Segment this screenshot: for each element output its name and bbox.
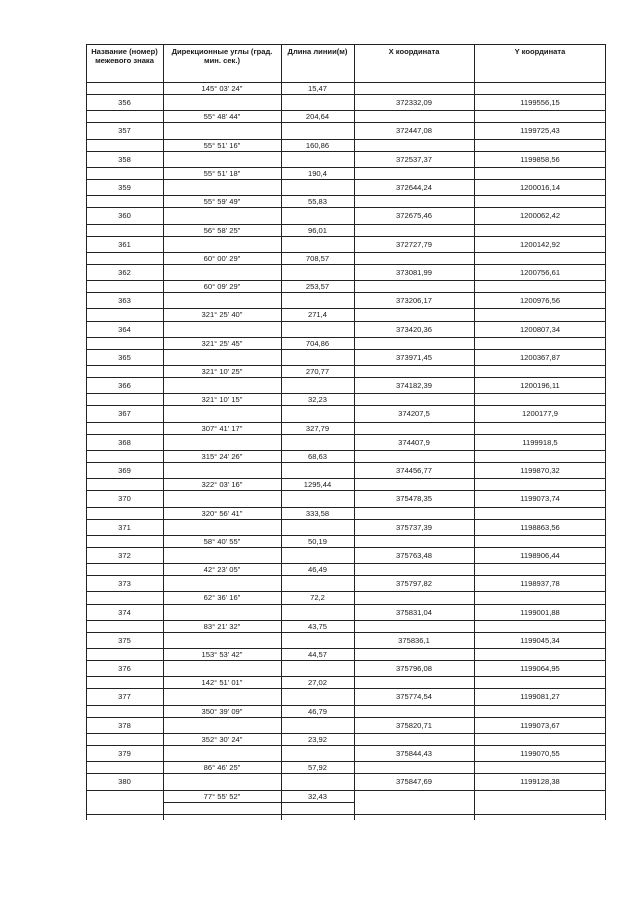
- x-coordinate: 373420,36: [396, 324, 432, 334]
- line-length: 23,92: [307, 734, 327, 744]
- line-length: 27,02: [307, 678, 327, 688]
- y-coordinate: 1198906,44: [520, 550, 560, 560]
- row-divider: [163, 434, 354, 435]
- row-divider: [86, 349, 163, 350]
- row-divider: [354, 660, 606, 661]
- x-coordinate: 375796,08: [396, 664, 432, 674]
- y-coordinate: 1198937,78: [520, 579, 560, 589]
- marker-number: 369: [118, 466, 131, 476]
- row-divider: [86, 450, 606, 451]
- row-divider: [86, 660, 163, 661]
- marker-number: 371: [118, 522, 131, 532]
- y-coordinate: 1200142,92: [519, 239, 561, 249]
- direction-angle: 352° 30' 24": [201, 734, 243, 744]
- marker-number: 361: [118, 239, 131, 249]
- line-length: 32,23: [307, 395, 327, 405]
- row-divider: [86, 790, 606, 791]
- line-length: 32,43: [307, 791, 327, 801]
- y-coordinate: 1199870,32: [520, 466, 560, 476]
- line-length: 44,57: [307, 650, 327, 659]
- row-divider: [86, 462, 163, 463]
- table-border-top: [86, 44, 606, 45]
- direction-angle: 153° 53' 42": [201, 650, 243, 659]
- row-divider: [86, 321, 163, 322]
- row-divider: [86, 393, 606, 394]
- header-angles: Дирекционные углы (град. мин. сек.): [171, 47, 273, 65]
- marker-number: 377: [118, 692, 131, 702]
- row-divider: [86, 507, 606, 508]
- line-length: 253,57: [305, 282, 330, 292]
- marker-number: 362: [118, 267, 131, 277]
- row-divider: [354, 490, 606, 491]
- row-divider: [86, 434, 163, 435]
- line-length: 68,63: [307, 451, 327, 461]
- marker-number: 379: [118, 749, 131, 759]
- row-divider: [163, 490, 354, 491]
- y-coordinate: 1200367,87: [519, 352, 561, 362]
- row-divider: [163, 292, 354, 293]
- direction-angle: 58° 40' 55": [203, 536, 241, 546]
- y-coordinate: 1199001,88: [520, 607, 560, 617]
- row-divider: [86, 676, 606, 677]
- row-divider: [354, 434, 606, 435]
- row-divider: [354, 349, 606, 350]
- line-length: 271,4: [307, 310, 327, 320]
- direction-angle: 55° 59' 49": [203, 197, 241, 207]
- row-divider: [86, 733, 606, 734]
- row-divider: [86, 717, 163, 718]
- y-coordinate: 1200016,14: [519, 183, 561, 193]
- row-divider: [86, 195, 606, 196]
- row-divider: [354, 773, 606, 774]
- row-divider: [354, 632, 606, 633]
- row-divider: [163, 179, 354, 180]
- line-length: 327,79: [305, 423, 330, 433]
- direction-angle: 321° 25' 40": [201, 310, 243, 320]
- row-divider: [354, 321, 606, 322]
- row-divider: [354, 236, 606, 237]
- x-coordinate: 372727,79: [396, 239, 432, 249]
- x-coordinate: 373971,45: [396, 352, 432, 362]
- row-divider: [354, 604, 606, 605]
- y-coordinate: 1199081,27: [520, 692, 560, 702]
- direction-angle: 42° 23' 05": [203, 565, 241, 575]
- y-coordinate: 1199556,15: [520, 98, 560, 108]
- row-divider: [86, 478, 606, 479]
- y-coordinate: 1199070,55: [520, 749, 560, 759]
- x-coordinate: 372537,37: [396, 154, 432, 164]
- marker-number: 359: [118, 183, 131, 193]
- header-length: Длина линии(м): [287, 47, 348, 56]
- marker-number: 368: [118, 437, 131, 447]
- marker-number: 364: [118, 324, 131, 334]
- row-divider: [163, 575, 354, 576]
- row-divider: [86, 575, 163, 576]
- row-divider: [86, 151, 163, 152]
- direction-angle: 55° 51' 18": [203, 168, 241, 178]
- x-coordinate: 374207,5: [398, 409, 430, 419]
- row-divider: [86, 110, 606, 111]
- row-divider: [354, 575, 606, 576]
- direction-angle: 145° 03' 24": [201, 84, 243, 93]
- row-divider: [163, 321, 354, 322]
- x-coordinate: 374456,77: [396, 466, 432, 476]
- direction-angle: 56° 58' 25": [203, 225, 241, 235]
- row-divider: [86, 705, 606, 706]
- row-divider: [86, 122, 163, 123]
- row-divider: [163, 773, 354, 774]
- direction-angle: 62° 36' 16": [203, 593, 241, 603]
- row-divider: [354, 462, 606, 463]
- row-divider: [163, 236, 354, 237]
- marker-number: 370: [118, 494, 131, 504]
- row-divider: [86, 252, 606, 253]
- direction-angle: 321° 10' 15": [201, 395, 243, 405]
- line-length: 46,79: [307, 706, 327, 716]
- row-divider: [354, 688, 606, 689]
- x-coordinate: 375763,48: [396, 550, 432, 560]
- row-divider: [86, 604, 163, 605]
- row-divider: [354, 717, 606, 718]
- row-divider: [354, 151, 606, 152]
- direction-angle: 320° 56' 41": [201, 508, 243, 518]
- direction-angle: 307° 41' 17": [201, 423, 243, 433]
- x-coordinate: 372644,24: [396, 183, 432, 193]
- coordinates-table: [86, 44, 606, 820]
- line-length: 160,86: [305, 140, 330, 150]
- row-divider: [163, 405, 354, 406]
- row-divider: [354, 377, 606, 378]
- direction-angle: 55° 51' 16": [203, 140, 241, 150]
- y-coordinate: 1199064,95: [520, 664, 560, 674]
- row-divider: [86, 648, 606, 649]
- x-coordinate: 375478,35: [396, 494, 432, 504]
- row-divider: [86, 632, 163, 633]
- x-coordinate: 375844,43: [396, 749, 432, 759]
- row-divider: [163, 94, 354, 95]
- row-divider: [86, 535, 606, 536]
- row-divider: [86, 405, 163, 406]
- row-divider: [86, 547, 163, 548]
- x-coordinate: 375831,04: [396, 607, 432, 617]
- marker-number: 357: [118, 126, 131, 136]
- marker-number: 373: [118, 579, 131, 589]
- row-divider: [163, 632, 354, 633]
- row-divider: [86, 563, 606, 564]
- line-length: 50,19: [307, 536, 327, 546]
- row-divider: [86, 773, 163, 774]
- line-length: 96,01: [307, 225, 327, 235]
- y-coordinate: 1199073,74: [520, 494, 560, 504]
- row-divider: [86, 761, 606, 762]
- y-coordinate: 1199725,43: [520, 126, 560, 136]
- x-coordinate: 372332,09: [396, 98, 432, 108]
- row-divider: [163, 349, 354, 350]
- row-divider: [86, 236, 163, 237]
- x-coordinate: 374182,39: [396, 381, 432, 391]
- row-divider: [86, 422, 606, 423]
- row-divider: [86, 167, 606, 168]
- line-length: 204,64: [305, 112, 330, 122]
- header-y: Y координата: [514, 47, 566, 56]
- row-divider: [163, 604, 354, 605]
- row-divider: [163, 688, 354, 689]
- marker-number: 375: [118, 635, 131, 645]
- row-divider: [354, 519, 606, 520]
- x-coordinate: 375847,69: [396, 777, 432, 787]
- line-length: 190,4: [307, 168, 327, 178]
- row-divider: [86, 139, 606, 140]
- x-coordinate: 372447,08: [396, 126, 432, 136]
- x-coordinate: 375797,82: [396, 579, 432, 589]
- line-length: 333,58: [305, 508, 330, 518]
- y-coordinate: 1200756,61: [519, 267, 561, 277]
- row-divider: [354, 745, 606, 746]
- row-divider: [354, 179, 606, 180]
- row-divider: [86, 292, 163, 293]
- line-length: 1295,44: [303, 480, 332, 490]
- row-divider: [163, 547, 354, 548]
- marker-number: 380: [118, 777, 131, 787]
- y-coordinate: 1200807,34: [519, 324, 561, 334]
- y-coordinate: 1198863,56: [520, 522, 560, 532]
- x-coordinate: 373206,17: [396, 296, 432, 306]
- y-coordinate: 1199128,38: [520, 777, 560, 787]
- marker-number: 360: [118, 211, 131, 221]
- row-divider: [86, 591, 606, 592]
- row-divider: [86, 280, 606, 281]
- marker-number: 366: [118, 381, 131, 391]
- x-coordinate: 375737,39: [396, 522, 432, 532]
- y-coordinate: 1200177,9: [522, 409, 558, 419]
- row-divider: [86, 745, 163, 746]
- row-divider: [86, 337, 606, 338]
- direction-angle: 142° 51' 01": [201, 678, 243, 688]
- direction-angle: 77° 55' 52": [203, 791, 241, 801]
- row-divider: [163, 264, 354, 265]
- direction-angle: 315° 24' 26": [201, 451, 243, 461]
- line-length: 72,2: [310, 593, 325, 603]
- row-divider: [354, 292, 606, 293]
- row-divider: [163, 745, 354, 746]
- y-coordinate: 1199045,34: [520, 635, 560, 645]
- marker-number: 372: [118, 550, 131, 560]
- row-divider: [354, 94, 606, 95]
- row-divider: [86, 490, 163, 491]
- row-divider: [354, 405, 606, 406]
- row-divider: [163, 519, 354, 520]
- row-divider: [354, 122, 606, 123]
- row-divider: [163, 151, 354, 152]
- x-coordinate: 373081,99: [396, 267, 432, 277]
- header-name: Название (номер) межевого знака: [91, 47, 158, 65]
- row-divider: [163, 660, 354, 661]
- direction-angle: 86° 46' 25": [203, 763, 241, 773]
- marker-number: 365: [118, 352, 131, 362]
- row-divider: [86, 620, 606, 621]
- marker-number: 374: [118, 607, 131, 617]
- row-divider: [163, 122, 354, 123]
- y-coordinate: 1199918,5: [522, 437, 558, 447]
- row-divider: [163, 462, 354, 463]
- row-divider: [163, 207, 354, 208]
- row-divider: [354, 207, 606, 208]
- x-coordinate: 374407,9: [398, 437, 430, 447]
- x-coordinate: 375774,54: [396, 692, 432, 702]
- row-divider: [86, 377, 163, 378]
- y-coordinate: 1200062,42: [519, 211, 561, 221]
- direction-angle: 321° 10' 25": [201, 367, 243, 376]
- row-divider: [86, 365, 606, 366]
- y-coordinate: 1199073,67: [520, 720, 560, 730]
- line-length: 15,47: [307, 84, 327, 93]
- line-length: 43,75: [307, 621, 327, 631]
- marker-number: 376: [118, 664, 131, 674]
- row-divider: [163, 802, 354, 803]
- direction-angle: 60° 00' 29": [203, 253, 241, 263]
- marker-number: 363: [118, 296, 131, 306]
- direction-angle: 322° 03' 16": [201, 480, 243, 490]
- marker-number: 367: [118, 409, 131, 419]
- marker-number: 356: [118, 98, 131, 108]
- y-coordinate: 1200196,11: [520, 381, 560, 391]
- row-divider: [86, 264, 163, 265]
- y-coordinate: 1200976,56: [519, 296, 561, 306]
- row-divider: [86, 207, 163, 208]
- row-divider: [163, 377, 354, 378]
- y-coordinate: 1199858,56: [520, 154, 560, 164]
- line-length: 57,92: [307, 763, 327, 773]
- direction-angle: 55° 48' 44": [203, 112, 241, 122]
- direction-angle: 350° 39' 09": [201, 706, 243, 716]
- row-divider: [86, 688, 163, 689]
- row-divider: [354, 547, 606, 548]
- line-length: 55,83: [307, 197, 327, 207]
- row-divider: [86, 179, 163, 180]
- row-divider: [86, 308, 606, 309]
- line-length: 270,77: [305, 367, 330, 376]
- direction-angle: 60° 09' 29": [203, 282, 241, 292]
- row-divider: [86, 814, 606, 815]
- x-coordinate: 375820,71: [396, 720, 432, 730]
- marker-number: 358: [118, 154, 131, 164]
- direction-angle: 321° 25' 45": [201, 338, 243, 348]
- line-length: 46,49: [307, 565, 327, 575]
- row-divider: [86, 94, 163, 95]
- row-divider: [163, 717, 354, 718]
- header-x: X координата: [388, 47, 440, 56]
- row-divider: [86, 519, 163, 520]
- line-length: 704,86: [305, 338, 330, 348]
- x-coordinate: 375836,1: [398, 635, 430, 645]
- x-coordinate: 372675,46: [396, 211, 432, 221]
- row-divider: [354, 264, 606, 265]
- row-divider: [86, 224, 606, 225]
- line-length: 708,57: [305, 253, 330, 263]
- direction-angle: 83° 21' 32": [203, 621, 241, 631]
- marker-number: 378: [118, 720, 131, 730]
- row-divider: [86, 82, 606, 83]
